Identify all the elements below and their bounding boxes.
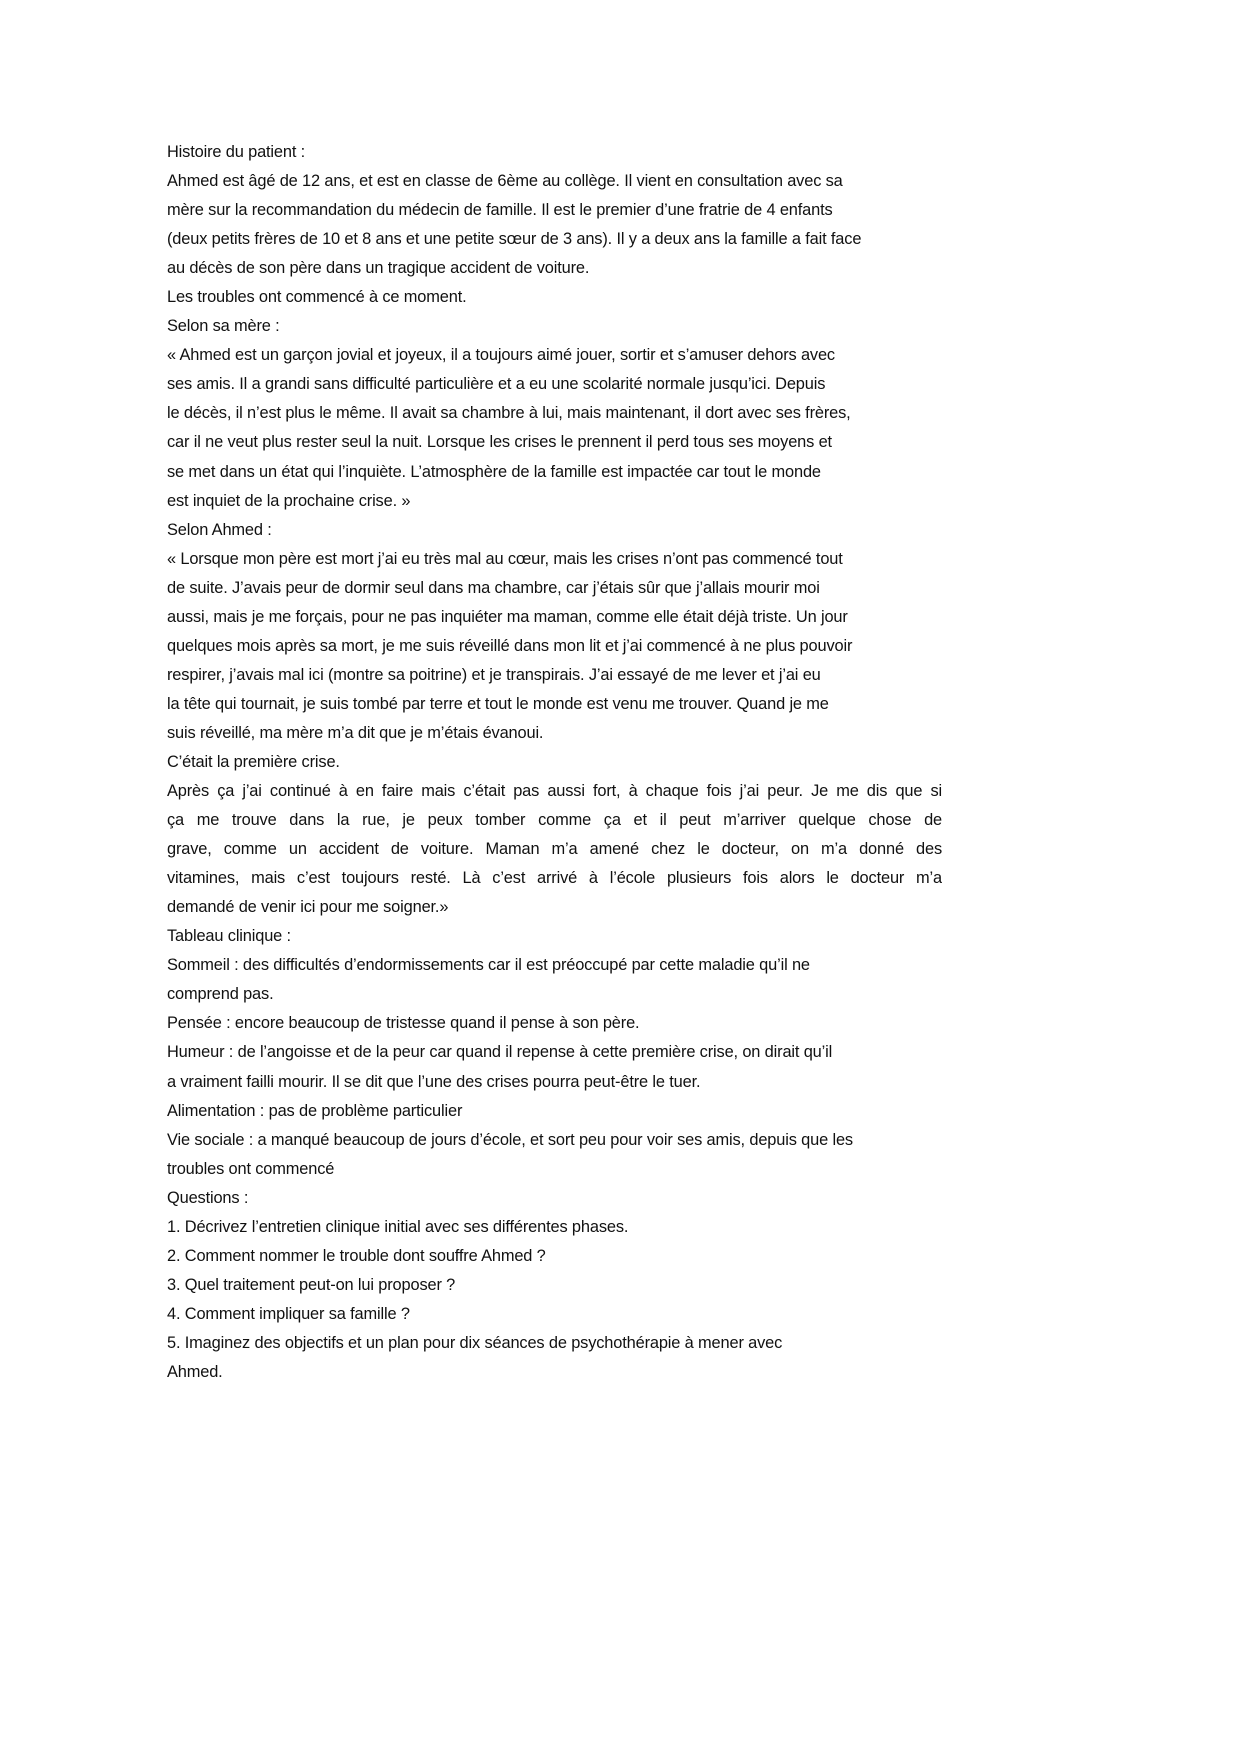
text-line: a vraiment failli mourir. Il se dit que l’une des crises pourra peut-être le tuer.	[167, 1072, 701, 1091]
text-line: quelques mois après sa mort, je me suis réveillé dans mon lit et j’ai commencé à ne plus pouvoir	[167, 636, 853, 655]
text-line: 5. Imaginez des objectifs et un plan pour dix séances de psychothérapie à mener avec	[167, 1333, 783, 1352]
text-line: car il ne veut plus rester seul la nuit. Lorsque les crises le prennent il perd tous ses moyens et	[167, 433, 832, 452]
text-line: comprend pas.	[167, 985, 274, 1004]
text-line: Pensée : encore beaucoup de tristesse quand il pense à son père.	[167, 1014, 640, 1033]
text-line: Les troubles ont commencé à ce moment.	[167, 288, 467, 307]
text-line: au décès de son père dans un tragique accident de voiture.	[167, 259, 590, 278]
text-line: Après ça j’ai continué à en faire mais c’était pas aussi fort, à chaque fois j’ai peur. Je me dis que si	[167, 782, 942, 801]
text-line: de suite. J’avais peur de dormir seul dans ma chambre, car j’étais sûr que j’allais mourir moi	[167, 578, 820, 597]
text-line: Histoire du patient :	[167, 143, 306, 161]
text-line: aussi, mais je me forçais, pour ne pas inquiéter ma maman, comme elle était déjà triste. Un jour	[167, 607, 848, 626]
text-line: troubles ont commencé	[167, 1159, 335, 1178]
text-line: demandé de venir ici pour me soigner.»	[167, 898, 449, 917]
text-line: C’était la première crise.	[167, 752, 340, 771]
text-line: Ahmed.	[167, 1362, 223, 1381]
text-line: la tête qui tournait, je suis tombé par terre et tout le monde est venu me trouver. Quand je me	[167, 694, 829, 713]
text-line: « Lorsque mon père est mort j’ai eu très mal au cœur, mais les crises n’ont pas commencé tout	[167, 549, 843, 568]
text-line: Tableau clinique :	[167, 927, 291, 946]
text-line: Ahmed est âgé de 12 ans, et est en classe de 6ème au collège. Il vient en consultation avec sa	[167, 172, 843, 191]
text-line: Alimentation : pas de problème particulier	[167, 1101, 463, 1120]
document-body	[167, 138, 942, 1387]
text-line: Sommeil : des difficultés d’endormissements car il est préoccupé par cette maladie qu’il ne	[167, 956, 810, 975]
text-line: Questions :	[167, 1188, 249, 1207]
text-line: ses amis. Il a grandi sans difficulté particulière et a eu une scolarité normale jusqu’ici. Depuis	[167, 375, 826, 394]
text-line: vitamines, mais c’est toujours resté. Là c’est arrivé à l’école plusieurs fois alors le docteur m’a	[167, 869, 942, 888]
text-line: 4. Comment impliquer sa famille ?	[167, 1304, 410, 1323]
text-line: Vie sociale : a manqué beaucoup de jours d’école, et sort peu pour voir ses amis, depuis que les	[167, 1130, 853, 1149]
text-line: 1. Décrivez l’entretien clinique initial avec ses différentes phases.	[167, 1217, 629, 1236]
text-line: Selon sa mère :	[167, 317, 280, 336]
text-line: se met dans un état qui l’inquiète. L’atmosphère de la famille est impactée car tout le monde	[167, 462, 821, 481]
text-line: respirer, j’avais mal ici (montre sa poitrine) et je transpirais. J’ai essayé de me lever et j’ai eu	[167, 665, 821, 684]
text-line: suis réveillé, ma mère m’a dit que je m’étais évanoui.	[167, 723, 544, 742]
text-line: le décès, il n’est plus le même. Il avait sa chambre à lui, mais maintenant, il dort avec ses frères,	[167, 404, 851, 423]
text-line: (deux petits frères de 10 et 8 ans et une petite sœur de 3 ans). Il y a deux ans la famille a fait face	[167, 230, 862, 249]
text-line: Selon Ahmed :	[167, 520, 272, 539]
text-line: Humeur : de l’angoisse et de la peur car quand il repense à cette première crise, on dirait qu’il	[167, 1043, 833, 1062]
text-line: ça me trouve dans la rue, je peux tomber comme ça et il peut m’arriver quelque chose de	[167, 811, 942, 830]
text-line: 3. Quel traitement peut-on lui proposer ?	[167, 1275, 456, 1294]
text-line: est inquiet de la prochaine crise. »	[167, 491, 411, 510]
text-line: 2. Comment nommer le trouble dont souffre Ahmed ?	[167, 1246, 546, 1265]
text-line: grave, comme un accident de voiture. Maman m’a amené chez le docteur, on m’a donné des	[167, 840, 942, 859]
text-line: mère sur la recommandation du médecin de famille. Il est le premier d’une fratrie de 4 enfants	[167, 201, 833, 220]
text-line: « Ahmed est un garçon jovial et joyeux, il a toujours aimé jouer, sortir et s’amuser dehors avec	[167, 346, 835, 365]
